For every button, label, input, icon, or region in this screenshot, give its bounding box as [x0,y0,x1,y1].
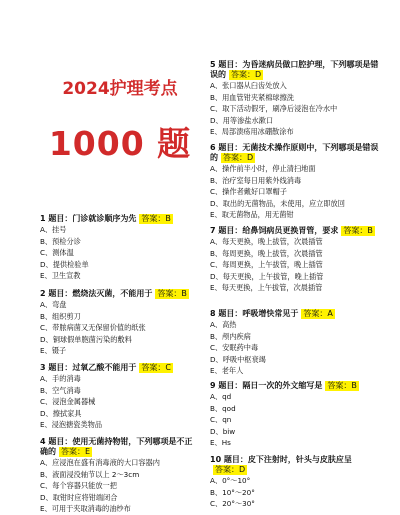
option: C、带脓病菌又无保留价值的纸张 [40,323,146,333]
option: B、治疗室每日用紫外线消毒 [210,175,302,185]
option: E、每天更换，上午拔管，次晨插管 [210,283,323,293]
question-5 [210,60,385,138]
question-8 [210,309,385,377]
question-title: 9 题目：隔日一次的外文缩写是 答案：B [210,381,357,390]
option: A、挂号 [40,225,67,234]
option: C、浸泡金属器械 [40,397,96,407]
option: A、操作前半小时，停止清扫地面 [210,164,316,173]
question-title: 6 题目：无菌技术操作原则中，下列哪项是错误的 答案：D [210,143,379,162]
question-10 [210,455,385,510]
option: B、空气消毒 [40,385,81,395]
option: D、铜球假单胞菌污染的敷料 [40,334,132,344]
question-title: 8 题目：呼吸增快常见于 答案：A [210,309,333,318]
question-4 [40,437,200,515]
question-9 [210,381,385,449]
option: B、每周更换，晚上拔管，次晨插管 [210,248,323,258]
question-title: 5 题目：为昏迷病员做口腔护理，下列哪项是错误的 答案：D [210,60,379,79]
document-subtitle: 1000 题 [48,124,192,163]
answer-badge: 答案：B [141,214,171,223]
option: D、提供检验单 [40,259,89,269]
option: A、qd [210,392,232,401]
option: A、手的消毒 [40,374,81,383]
option: A、每天更换，晚上拔管，次晨插管 [210,237,323,246]
question-3 [40,363,200,431]
question-title: 1 题目：门诊就诊顺序为先 答案：B [40,214,171,223]
option: E、取无菌物品，用无菌钳 [210,210,294,220]
option: B、qod [210,403,236,413]
option: C、20°～30° [210,499,255,509]
question-title: 3 题目：过氧乙酸不能用于 答案：C [40,363,171,372]
option: B、10°～20° [210,487,255,497]
option: B、用血管钳夹紧棉球擦洗 [210,92,294,102]
question-7 [210,226,385,294]
option: D、每天更换，上午拔管，晚上插管 [210,271,324,281]
option: C、每个容器只能放一把 [40,481,117,491]
question-title: 7 题目：给鼻饲病员更换胃管，要求 答案：B [210,226,373,235]
question-2 [40,289,200,357]
option: A、张口器从臼齿处放入 [210,81,287,90]
document-title: 2024护理考点 [62,79,178,99]
option: A、应浸泡在盛有消毒液的大口容器内 [40,458,160,467]
option: A、弯盘 [40,300,67,309]
answer-badge: 答案：A [303,309,333,318]
option: C、取下活动假牙，刷净后浸泡在冷水中 [210,104,338,114]
option: D、用等渗盐水漱口 [210,115,274,125]
answer-badge: 答案：C [141,363,171,372]
option: E、卫生宣教 [40,271,81,281]
option: C、测体温 [40,248,74,258]
option: B、颅内疾病 [210,331,251,341]
answer-badge: 答案：D [215,465,246,474]
answer-badge: 答案：B [157,289,187,298]
option: D、biw [210,426,236,436]
option: A、高热 [210,320,237,329]
option: C、qn [210,415,232,425]
question-title: 2 题目：燃烧法灭菌，不能用于 答案：B [40,289,187,298]
option: B、预检分诊 [40,236,81,246]
option: A、0°～10° [210,476,251,485]
option: D、取出的无菌物品，未使用，应立即放回 [210,198,345,208]
answer-badge: 答案：B [327,381,357,390]
option: B、液面浸没轴节以上 2～3cm [40,469,140,479]
option: B、组织剪刀 [40,311,81,321]
question-title: 10 题目：皮下注射时，针头与皮肤应呈答案：D [210,455,352,474]
option: E、镊子 [40,346,67,356]
option: E、浸泡搪瓷类物品 [40,420,103,430]
answer-badge: 答案：D [223,153,254,162]
answer-badge: 答案：E [61,447,91,456]
option: D、呼吸中枢衰竭 [210,354,266,364]
option: E、可用于夹取消毒的油纱布 [40,504,131,514]
option: E、Hs [210,438,231,448]
answer-badge: 答案：D [231,70,262,79]
answer-badge: 答案：B [343,226,373,235]
question-title: 4 题目：使用无菌持物钳，下列哪项是不正确的 答案：E [40,437,193,456]
question-6 [210,143,385,221]
option: D、取钳时应将钳端闭合 [40,492,118,502]
option: C、安眠药中毒 [210,343,259,353]
option: D、擦拭家具 [40,408,82,418]
option: C、每周更换，上午拔管，晚上插管 [210,260,323,270]
option: E、局部溃疡用冰硼散涂布 [210,127,294,137]
option: E、老年人 [210,366,244,376]
option: C、操作者戴好口罩帽子 [210,187,287,197]
question-1 [40,214,200,282]
